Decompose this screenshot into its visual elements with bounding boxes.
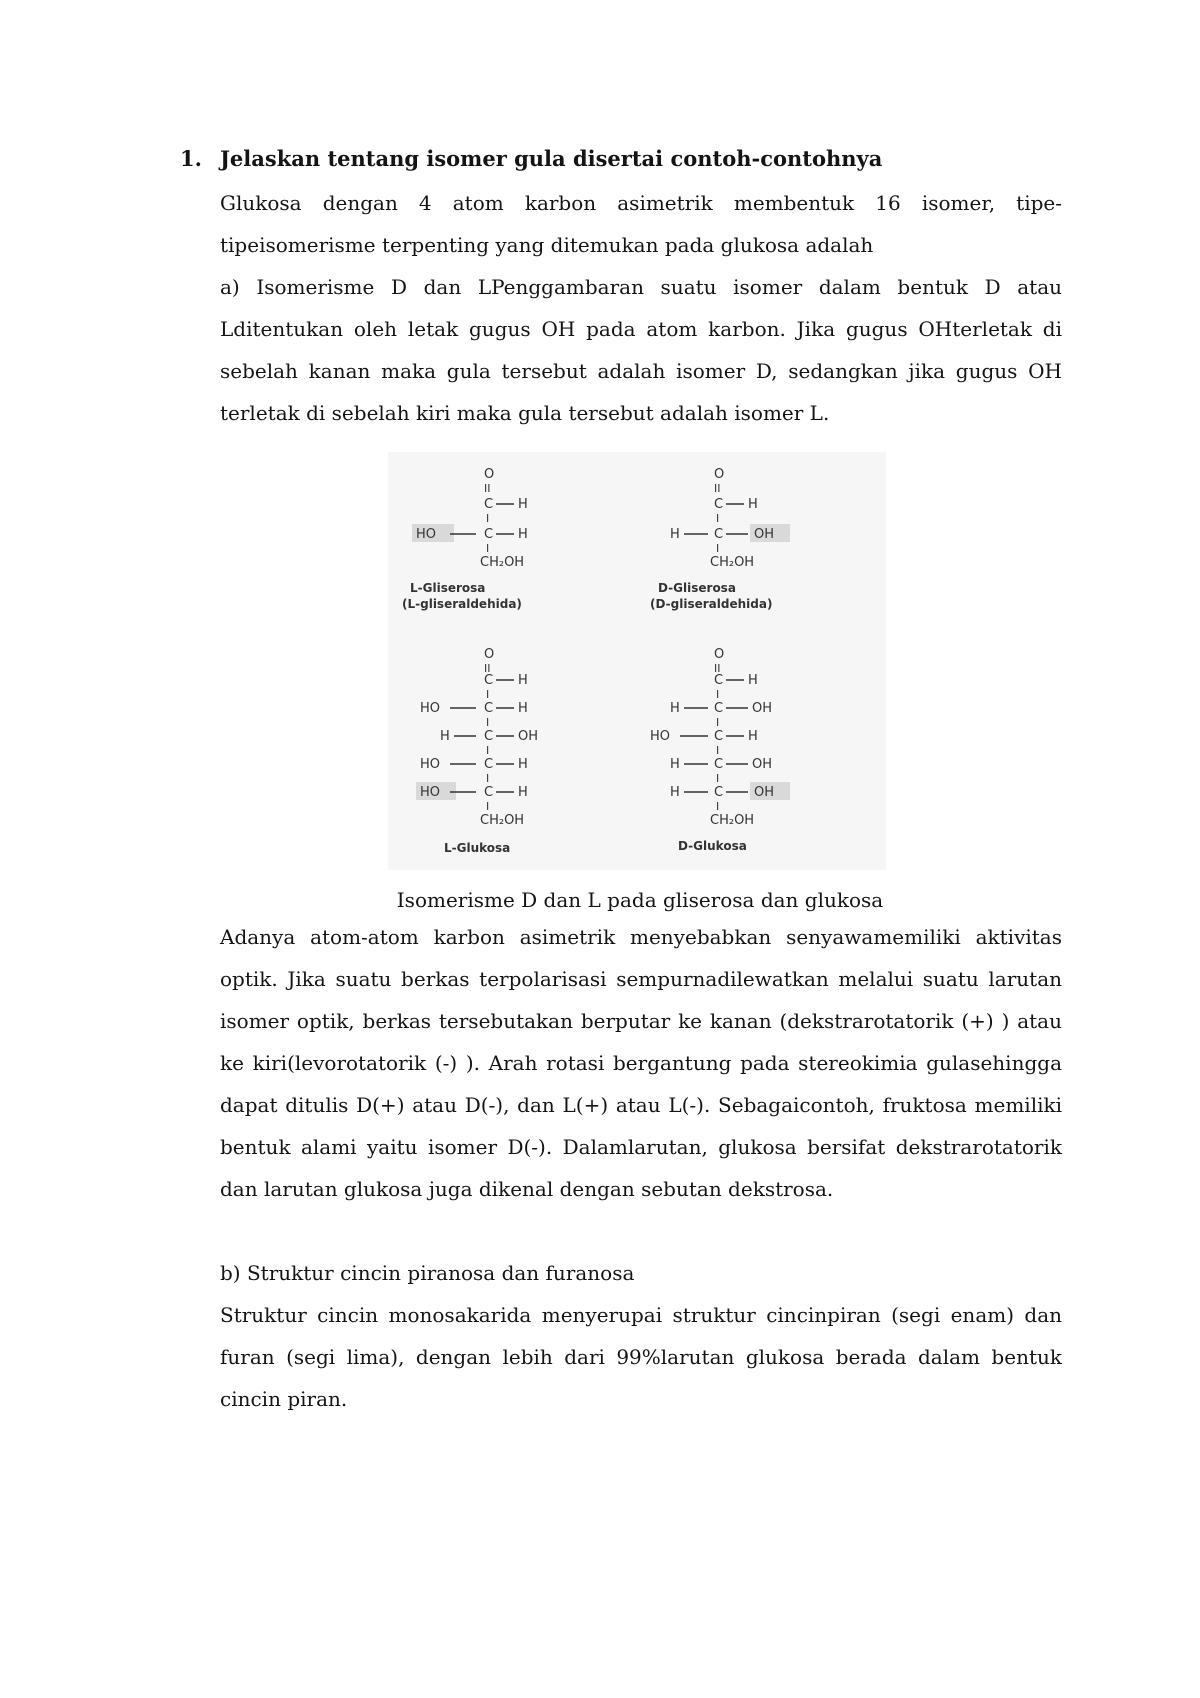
figure-caption: Isomerisme D dan L pada gliserosa dan glukosa — [396, 888, 884, 912]
d-glukosa-label: D-Glukosa — [678, 839, 747, 853]
single-bond: I — [716, 542, 720, 555]
hydroxyl-right: OH — [752, 757, 773, 772]
atom-c: C — [484, 527, 494, 542]
atom-h: H — [518, 785, 528, 800]
hydroxyl-left-highlight: HO — [420, 785, 441, 800]
single-bond: I — [486, 512, 490, 525]
atom-h: H — [670, 785, 680, 800]
hydroxyl-left: HO — [420, 701, 441, 716]
d-gliseraldehida-label: (D-gliseraldehida) — [650, 597, 773, 611]
hydroxyl-left: HO — [420, 757, 441, 772]
atom-c: C — [714, 729, 724, 744]
optical-activity-paragraph: Adanya atom-atom karbon asimetrik menyebabkan senyawamemiliki aktivitas optik. Jika suatu berkas terpolarisasi sempurnadilewatkan melalui suatu larutan isomer optik, berkas tersebutakan berputar ke kanan (dekstrarotatorik (+) ) atau ke kiri(levorotatorik (-) ). Arah rotasi bergantung pada stereokimia gulasehingga dapat ditulis D(+) atau D(-), dan L(+) atau L(-). Sebagaicontoh, fruktosa memiliki bentuk alami yaitu isomer D(-). Dalamlarutan, glukosa bersifat dekstrarotatorik dan larutan glukosa juga dikenal dengan sebutan dekstrosa. — [220, 925, 1062, 1201]
figure-background — [388, 452, 886, 870]
atom-c: C — [484, 757, 494, 772]
atom-h: H — [440, 729, 450, 744]
atom-h: H — [748, 497, 758, 512]
atom-c: C — [714, 757, 724, 772]
single-bond: I — [716, 744, 720, 757]
atom-c: C — [714, 673, 724, 688]
single-bond: I — [486, 744, 490, 757]
atom-h: H — [518, 673, 528, 688]
atom-h: H — [748, 673, 758, 688]
ch2oh-group: CH₂OH — [710, 813, 755, 828]
atom-h: H — [670, 701, 680, 716]
atom-c: C — [484, 673, 494, 688]
single-bond: I — [486, 688, 490, 701]
single-bond: I — [716, 800, 720, 813]
section-b-heading: b) Struktur cincin piranosa dan furanosa — [220, 1261, 635, 1285]
atom-c: C — [714, 527, 724, 542]
atom-c: C — [484, 785, 494, 800]
hydroxyl-right-highlight: OH — [754, 527, 775, 542]
atom-h: H — [670, 527, 680, 542]
single-bond: I — [486, 772, 490, 785]
ch2oh-group: CH₂OH — [480, 555, 525, 570]
hydroxyl-left-highlight: HO — [416, 527, 437, 542]
atom-h: H — [518, 527, 528, 542]
isomer-figure — [388, 452, 886, 870]
intro-paragraph: Glukosa dengan 4 atom karbon asimetrik membentuk 16 isomer, tipe-tipeisomerisme terpenting yang ditemukan pada glukosa adalah — [220, 191, 1062, 257]
hydroxyl-right: OH — [518, 729, 539, 744]
atom-c: C — [714, 701, 724, 716]
atom-c: C — [484, 701, 494, 716]
single-bond: I — [716, 716, 720, 729]
l-glukosa-label: L-Glukosa — [444, 841, 511, 855]
ch2oh-group: CH₂OH — [710, 555, 755, 570]
single-bond: I — [486, 716, 490, 729]
ch2oh-group: CH₂OH — [480, 813, 525, 828]
d-gliserosa-label: D-Gliserosa — [658, 581, 736, 595]
l-gliserosa-label: L-Gliserosa — [410, 581, 486, 595]
atom-h: H — [518, 701, 528, 716]
single-bond: I — [716, 688, 720, 701]
atom-c: C — [714, 785, 724, 800]
hydroxyl-right-highlight: OH — [754, 785, 775, 800]
intro-block — [220, 182, 1062, 434]
atom-h: H — [670, 757, 680, 772]
atom-c: C — [484, 497, 494, 512]
single-bond: I — [486, 542, 490, 555]
section-a-paragraph: a) Isomerisme D dan LPenggambaran suatu isomer dalam bentuk D atau Lditentukan oleh letak gugus OH pada atom karbon. Jika gugus OHterletak di sebelah kanan maka gula tersebut adalah isomer D, sedangkan jika gugus OH terletak di sebelah kiri maka gula tersebut adalah isomer L. — [220, 275, 1062, 425]
question-number: 1. — [180, 146, 202, 171]
section-b-paragraph: Struktur cincin monosakarida menyerupai struktur cincinpiran (segi enam) dan furan (segi lima), dengan lebih dari 99%larutan glukosa berada dalam bentuk cincin piran. — [220, 1303, 1062, 1411]
optics-block — [220, 916, 1062, 1210]
atom-o: O — [714, 647, 725, 662]
question-heading — [180, 146, 882, 171]
atom-c: C — [484, 729, 494, 744]
hydroxyl-left: HO — [650, 729, 671, 744]
atom-o: O — [484, 467, 495, 482]
double-bond: II — [484, 662, 491, 675]
single-bond: I — [716, 512, 720, 525]
hydroxyl-right: OH — [752, 701, 773, 716]
section-b-block — [220, 1252, 1062, 1420]
double-bond: II — [714, 482, 721, 495]
atom-h: H — [748, 729, 758, 744]
l-gliseraldehida-label: (L-gliseraldehida) — [402, 597, 522, 611]
question-title: Jelaskan tentang isomer gula disertai contoh-contohnya — [220, 146, 883, 171]
single-bond: I — [486, 800, 490, 813]
atom-h: H — [518, 757, 528, 772]
atom-o: O — [714, 467, 725, 482]
single-bond: I — [716, 772, 720, 785]
atom-c: C — [714, 497, 724, 512]
double-bond: II — [714, 662, 721, 675]
atom-o: O — [484, 647, 495, 662]
atom-h: H — [518, 497, 528, 512]
double-bond: II — [484, 482, 491, 495]
